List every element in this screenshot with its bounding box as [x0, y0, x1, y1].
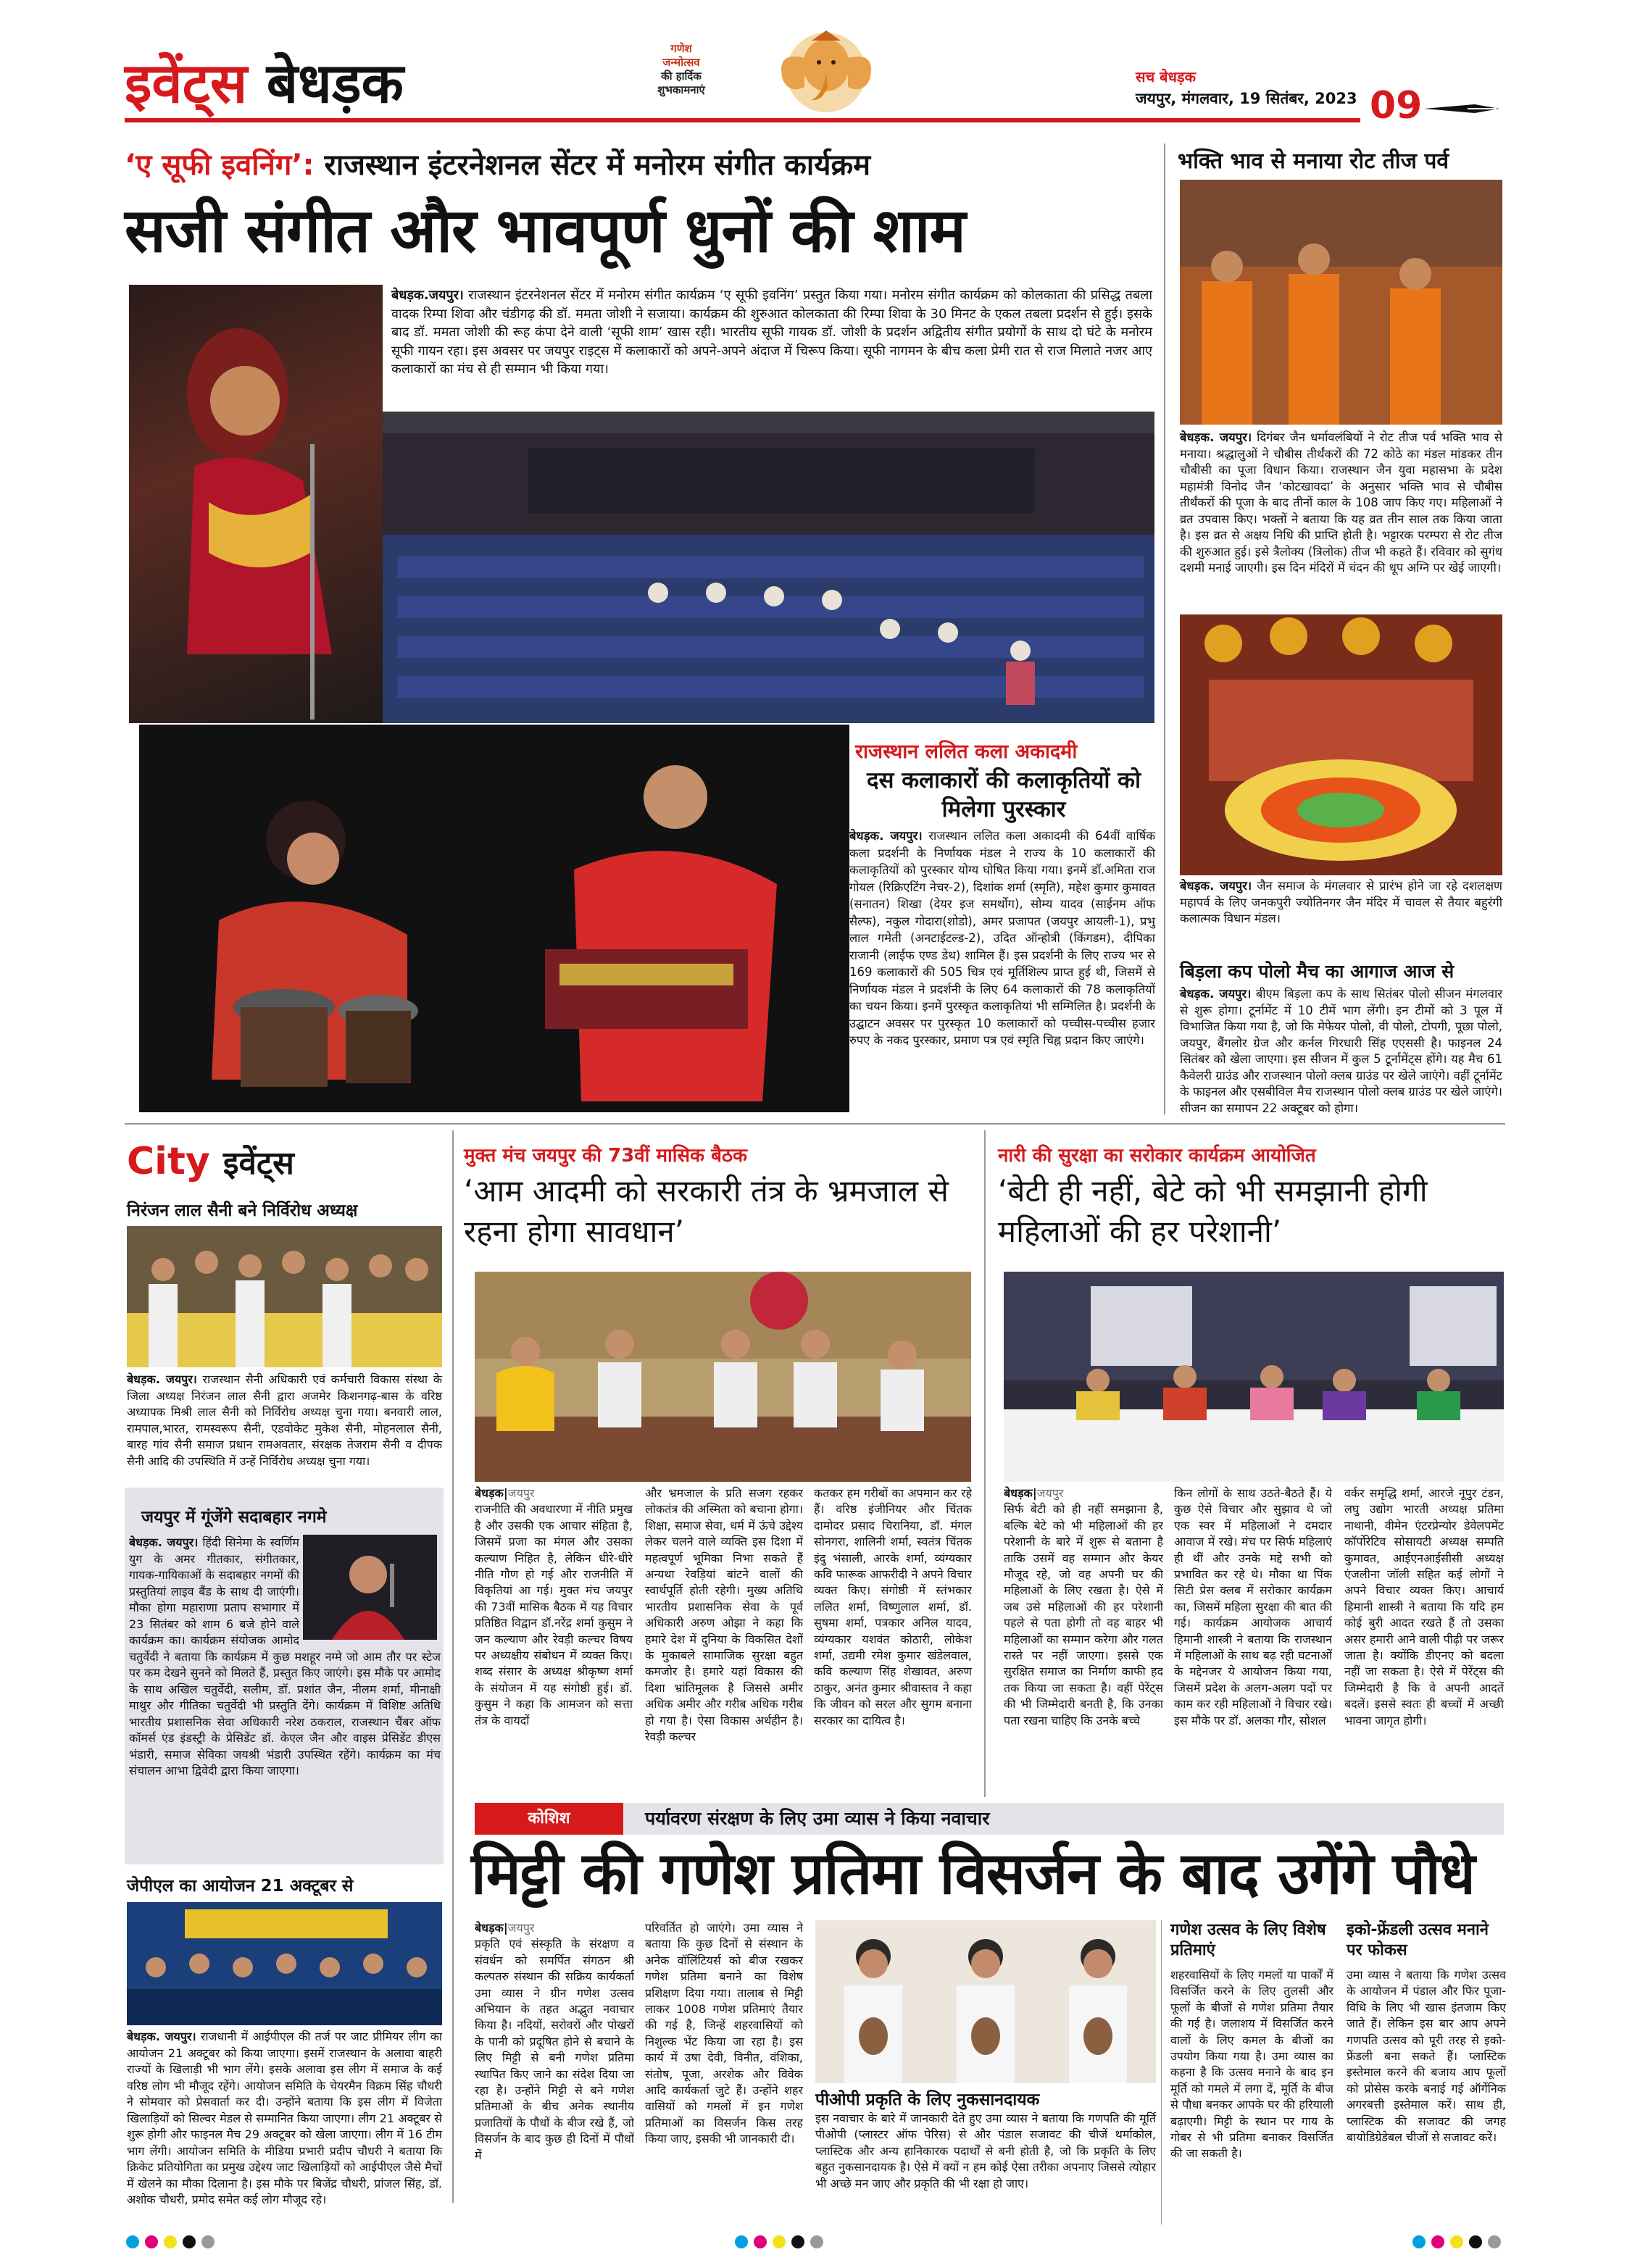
registration-dots-left — [123, 2235, 217, 2251]
koshish-tag: कोशिश — [475, 1803, 623, 1835]
dot-magenta — [1431, 2235, 1444, 2248]
teej-dateline: बेधड़क. जयपुर। — [1180, 430, 1252, 444]
masthead-rule — [125, 118, 1360, 122]
teej-photo — [1180, 180, 1502, 425]
koshish-col-1-text: प्रकृति एवं संस्कृति के संरक्षण व संवर्धन को समर्पित संगठन श्री कल्पतरु संस्थान की सक्रिय कार्यकर्ता उमा व्यास ने ग्रीन गणेश उत्सव अभियान के तहत अद्भुत नवाचार किया है। नदियों, सरोवरों और पोखरों के पानी को प्रदूषित होने से बचाने के लिए मिट्टी से बनी गणेश प्रतिमा स्थापित किए जाने का संदेश दिया जा रहा है। उन्होंने मिट्टी से बने गणेश प्रतिमाओं के बीच अनेक स्थानीय प्रजातियों के पौधों के बीज रखे हैं, जो विसर्जन के बाद कुछ ही दिनों में पौधों में — [475, 1937, 634, 2162]
mukt-col-1-text: राजनीति की अवधारणा में नीति प्रमुख है और उसकी एक आचार संहिता है, जिसमें प्रजा का मंगल और उसका कल्याण निहित है, लेकिन धीरे-धीरे नीति गौण हो गई और राजनीति में विकृतियां आ गई। मुक्त मंच जयपुर की 73वीं मासिक बैठक में यह विचार प्रतिष्ठित विद्वान डॉ.नरेंद्र शर्मा कुसुम ने जन कल्याण और रेवड़ी कल्चर विषय पर अध्यक्षीय संबोधन में व्यक्त किए। शब्द संसार के अध्यक्ष श्रीकृष्ण शर्मा के संयोजन में यह संगोष्ठी हुई। डॉ. कुसुम ने कहा कि आमजन को सत्ता तंत्र के वायदों — [475, 1502, 633, 1727]
saini-photo — [127, 1226, 442, 1367]
side1-body-text: शहरवासियों के लिए गमलों या पार्कों में विसर्जित करने के लिए तुलसी और फूलों के बीजों से गणेश प्रतिमा तैयार की गई है। जलाशय में विसर्जित करने वालों के लिए कमल के बीजों का उपयोग किया गया है। उमा व्यास का कहना है कि उत्सव मनाने के बाद इन मूर्ति को गमले में लगा दें, मूर्ति के बीज से पौधा बनकर आपके घर की हरियाली बढ़ाएगी। मिट्टी के स्थान पर गाय के गोबर से भी प्रतिमा बनाकर विसर्जित की जा सकती है। — [1170, 1968, 1333, 2161]
koshish-side-divider — [1161, 1920, 1162, 2225]
side1-headline: गणेश उत्सव के लिए विशेष प्रतिमाएं — [1170, 1921, 1326, 1959]
nari-col-2 — [1174, 1485, 1332, 1790]
dateline: जयपुर, मंगलवार, 19 सितंबर, 2023 — [1136, 90, 1357, 107]
jpl-photo — [127, 1902, 442, 2025]
lalit-kicker: राजस्थान ललित कला अकादमी — [855, 741, 1078, 763]
dot-yellow — [773, 2235, 786, 2248]
teej-body-text: दिगंबर जैन धर्मावलंबियों ने रोट तीज पर्व भक्ति भाव से मनाया। श्रद्धालुओं ने चौबीस तीर्थंकरों की 72 कोठे का मंडल मांडकर तीन चौबीसी का पूजा विधान किया। राजस्थान जैन युवा महासभा के प्रदेश महामंत्री विनोद जैन ‘कोटखावदा’ के अनुसार भक्ति भाव से चौबीस तीर्थंकरों की पूजा के बाद तीनों काल के 108 जाप किए गए। महिलाओं ने व्रत उपवास किए। भक्तों ने बताया कि यह व्रत तीन साल तक किया जाता है। इस व्रत से अक्षय निधि की प्राप्ति होती है। भट्टारक परम्परा से रोट तीज की शुरुआत हुई। इसे त्रैलोक्य (त्रिलोक) तीज भी कहते हैं। रविवार को सुगंध दशमी मनाई जाएगी। इस दिन मंदिरों में चंदन की धूप अग्नि पर खेई जाएगी। — [1180, 430, 1502, 575]
greeting-line-3: की हार्दिक — [661, 70, 702, 83]
nari-col-3 — [1344, 1485, 1504, 1790]
audience-photo — [383, 412, 1154, 723]
koshish-dateline-city: जयपुर — [507, 1921, 535, 1935]
dot-black — [183, 2235, 196, 2248]
section-title — [125, 51, 404, 116]
dot-black — [791, 2235, 804, 2248]
koshish-headline: मिट्टी की गणेश प्रतिमा विसर्जन के बाद उगेंगे पौधे — [471, 1840, 1475, 1907]
dot-black — [1469, 2235, 1482, 2248]
lead-body — [391, 286, 1152, 379]
mukt-col-2-text: और भ्रमजाल के प्रति सजग रहकर लोकतंत्र की अस्मिता को बचाना होगा। शिक्षा, समाज सेवा, धर्म में ऊंचे उद्देश्य लेकर चलने वाले व्यक्ति इस दिशा में महत्वपूर्ण भूमिका निभा सकते हैं अन्यथा रेवड़ियां बांटने वालों की स्वार्थपूर्ति होती रहेगी। मुख्य अतिथि भारतीय प्रशासनिक सेवा के पूर्व अधिकारी अरुण ओझा ने कहा कि हमारे देश में दुनिया के विकसित देशों के मुकाबले सामाजिक सुरक्षा बहुत कमजोर है। हमारे यहां विकास की दिशा भ्रांतिमूलक है जिससे अमीर अधिक अमीर और गरीब अधिक गरीब हो गया है। ऐसा विकास अर्थहीन है। रेवड़ी कल्चर — [645, 1486, 803, 1744]
lalit-dateline: बेधड़क. जयपुर। — [849, 829, 923, 843]
mukt-kicker: मुक्त मंच जयपुर की 73वीं मासिक बैठक — [464, 1145, 748, 1167]
vidhan-dateline: बेधड़क. जयपुर। — [1180, 879, 1252, 893]
dot-grey — [810, 2235, 823, 2248]
dot-cyan — [735, 2235, 748, 2248]
nari-col-3-text: वर्कर समृद्धि शर्मा, आरजे नूपुर टंडन, लघु उद्योग भारती अध्यक्ष प्रतिमा नाथानी, वीमेन एंटरप्रेन्योर डेवेलपमेंट कॉर्पोरेटिव सोसायटी अध्यक्ष सम्पति कुमावत, आईएनआईसीसी अध्यक्ष एंजलीना जॉली सहित कई लोगों ने अपने विचार व्यक्त किए। आचार्य हिमानी शास्त्री ने बताया कि यदि हम कोई बुरी आदत रखते हैं तो उसका असर हमारी आने वाली पीढ़ी पर जरूर जाता है। क्योंकि डीएनए को बदला नहीं जा सकता है। ऐसे में पेरेंट्स की जिम्मेदारी है कि वे अपनी आदतें बदलें। इससे स्वतः ही बच्चों में अच्छी भावना जागृत होगी। — [1344, 1486, 1504, 1727]
polo-body — [1180, 986, 1502, 1117]
polo-headline: बिड़ला कप पोलो मैच का आगाज आज से — [1180, 961, 1455, 982]
greeting-line-4: शुभकामनाएं — [657, 83, 705, 96]
mid-page-rule — [125, 1123, 1505, 1125]
nari-dateline-city: जयपुर — [1036, 1486, 1064, 1500]
greeting-block — [638, 42, 725, 97]
koshish-col-2 — [645, 1920, 803, 2225]
polo-body-text: बीएम बिड़ला कप के साथ सितंबर पोलो सीजन मंगलवार से शुरू होगा। टूर्नामेंट में 10 टीमें भाग लेंगी। इन टीमों को 3 पूल में विभाजित किया गया है, जो कि मेफेयर पोलो, वी पोलो, टोपगी, पूछा पोलो, जयपुर, बैंगलोर ग्रेज और कर्नल गिरधारी सिंह एएससी है। फाइनल 24 सितंबर को खेला जाएगा। इस सीजन में कुल 5 टूर्नामेंट्स होंगे। यह मैच 61 कैवेलरी ग्राउंड और राजस्थान पोलो क्लब ग्राउंड पर खेले जाएंगे। वहीं टूर्नामेंट के फाइनल और एसबीविल मैच राजस्थान पोलो क्लब ग्राउंड पर खेले जाएंगे। सीजन का समापन 22 अक्टूबर को होगा। — [1180, 987, 1502, 1115]
registration-dots-center — [732, 2235, 826, 2251]
nari-photo — [1004, 1272, 1504, 1482]
dot-cyan — [126, 2235, 139, 2248]
mukt-col-2 — [645, 1485, 803, 1790]
nagme-body-text: हिंदी सिनेमा के स्वर्णिम युग के अमर गीतकार, संगीतकार, गायक-गायिकाओं के सदाबहार नगमों की प्रस्तुतियां लाइव बैंड के साथ दी जाएंगी। मौका होगा महाराणा प्रताप सभागार में 23 सितंबर को शाम 6 बजे होने वाले कार्यक्रम का। कार्यक्रम संयोजक आमोद चतुर्वेदी ने बताया कि कार्यक्रम में कुछ मशहूर नग्मे जो आम तौर पर स्टेज पर कम देखने सुनने को मिलते हैं, प्रस्तुत किए जाएंगे। इस मौके पर आमोद के साथ अखिल चतुर्वेदी, सलीम, डॉ. प्रशांत जैन, नीलम शर्मा, मीनाक्षी माथुर और गीतिका चतुर्वेदी भी प्रस्तुति देंगे। कार्यक्रम में विशिष्ट अतिथि भारतीय प्रशासनिक सेवा अधिकारी नरेश ठकराल, राजस्थान चैंबर ऑफ कॉमर्स एंड इंडस्ट्री के प्रेसिडेंट डॉ. केएल जैन और वाइस प्रेसिडेंट डीएस भंडारी, समाज सेविका जयश्री भंडारी उपस्थित रहेंगे। कार्यक्रम का मंच संचालन आभा द्विवेदी द्वारा किया जाएगा। — [129, 1535, 441, 1777]
lead-kicker-red: ‘ए सूफी इवनिंग’: — [125, 149, 315, 182]
lead-headline: सजी संगीत और भावपूर्ण धुनों की शाम — [125, 195, 965, 266]
koshish-dateline: बेधड़क| — [475, 1921, 508, 1935]
koshish-col-1 — [475, 1920, 634, 2225]
nagme-body — [129, 1535, 441, 1861]
vidhan-caption — [1180, 878, 1502, 927]
mukt-nari-divider — [984, 1130, 986, 1797]
jpl-body-text: राजधानी में आईपीएल की तर्ज पर जाट प्रीमियर लीग का आयोजन 21 अक्टूबर को किया जाएगा। इसमें राजस्थान के अलावा बाहरी राज्यों के खिलाड़ी भी भाग लेंगे। इसके अलावा इस लीग में समाज के कई वरिष्ठ लोग भी मौजूद रहेंगे। आयोजन समिति के चेयरमैन विक्रम सिंह चौधरी ने सोमवार को प्रेसवार्ता कर दी। उन्होंने बताया कि इस लीग में विजेता खिलाड़ियों को सिल्वर मेडल से सम्मानित किया जाएगा। लीग 21 अक्टूबर से शुरू होगी और फाइनल मैच 29 अक्टूबर को खेला जाएगा। लीग में 16 टीम भाग लेंगी। आयोजन समिति के मीडिया प्रभारी प्रदीप चौधरी ने बताया कि क्रिकेट प्रतियोगिता का प्रमुख उद्देश्य जाट खिलाड़ियों को आईपीएल जैसे मैचों में खेलने का मौका दिलाना है। इस मौके पर बिजेंद्र चौधरी, प्रांजल सिंह, डॉ. अशोक चौधरी, प्रमोद समेत कई लोग मौजूद रहे। — [127, 2030, 443, 2206]
jpl-body — [127, 2029, 442, 2209]
jpl-dateline: बेधड़क. जयपुर। — [127, 2030, 196, 2043]
dot-grey — [201, 2235, 215, 2248]
page-number: 09 — [1370, 84, 1423, 128]
lead-body-text: राजस्थान इंटरनेशनल सेंटर में मनोरम संगीत कार्यक्रम ‘ए सूफी इवनिंग’ प्रस्तुत किया गया। मनोरम संगीत कार्यक्रम को कोलकाता की प्रसिद्ध तबला वादक रिम्पा शिवा और चंडीगढ़ की डॉ. ममता जोशी ने सजाया। कार्यक्रम की शुरुआत कोलकाता की रिम्पा शिवा के 30 मिनट के एकल तबला प्रदर्शन से हुई। इसके बाद डॉ. ममता जोशी की रूह कंपा देने वाली ‘सूफी शाम’ खास रही। भारतीय सूफी गायक डॉ. जोशी के प्रदर्शन अद्वितीय संगीत प्रयोगों के साथ दो घंटे के मनोरम सूफी गायन रहा। इस अवसर पर जयपुर राइट्स में कलाकारों को अपने-अपने अंदाज में चिरूप किया। सूफी नागमन के बीच कला प्रेमी रात से राज मिलाते नजर आए कलाकारों का मंच से ही सम्मान भी किया गया। — [391, 288, 1152, 377]
lalit-headline: दस कलाकारों की कलाकृतियों को मिलेगा पुरस्कार — [866, 767, 1141, 822]
nari-col-1-text: सिर्फ बेटी को ही नहीं समझाना है, बल्कि बेटे को भी महिलाओं की हर परेशानी के बारे में शुरू से बताना है ताकि उसमें वह सम्मान और केयर मौजूद रहे, जो वह अपनी घर की महिलाओं के लिए रखता है। ऐसे में जब उसे महिलाओं की हर परेशानी पहले से पता होगी तो वह बाहर भी महिलाओं का सम्मान करेगा और गलत रास्ते पर नहीं जाएगा। इससे एक सुरक्षित समाज का निर्माण काफी हद तक किया जा सकता है। वहीं पेरेंट्स की भी जिम्मेदारी बनती है, कि उनका पता रखना चाहिए कि उनके बच्चे — [1004, 1502, 1163, 1727]
saini-headline: निरंजन लाल सैनी बने निर्विरोध अध्यक्ष — [127, 1201, 358, 1220]
dot-magenta — [145, 2235, 158, 2248]
koshish-strap: पर्यावरण संरक्षण के लिए उमा व्यास ने किया नवाचार — [623, 1803, 1504, 1835]
koshish-col-2-text: परिवर्तित हो जाएंगे। उमा व्यास ने बताया कि कुछ दिनों से संस्थान के अनेक वॉलिंटियर्स को बीज रखकर गणेश प्रतिमा बनाने का विशेष प्रशिक्षण दिया गया। तालाब से मिट्टी लाकर 1008 गणेश प्रतिमाएं तैयार की गई है, जिन्हें शहरवासियों को निशुल्क भेंट किया जा रहा है। इस कार्य में उषा देवी, विनीत, वंशिका, संतोष, पूजा, अरशेक और विवेक आदि कार्यकर्ता जुटे हैं। उन्होंने शहर वासियों को गमलों में इन गणेश प्रतिमाओं का विसर्जन किस तरह किया जाए, इसकी भी जानकारी दी। — [645, 1921, 803, 2146]
mukt-col-3 — [814, 1485, 972, 1790]
dot-yellow — [1450, 2235, 1463, 2248]
mukt-dateline-city: जयपुर — [507, 1486, 535, 1500]
lead-kicker-rest: राजस्थान इंटरनेशनल सेंटर में मनोरम संगीत कार्यक्रम — [324, 149, 871, 182]
mukt-col-3-text: कतकर हम गरीबों का अपमान कर रहे हैं। वरिष्ठ इंजीनियर और चिंतक दामोदर प्रसाद चिरानिया, डॉ. मंगल सोनगरा, शालिनी शर्मा, स्वतंत्र चिंतक इंदु भंसाली, आरके शर्मा, व्यंग्यकार कवि फारूक आफरीदी ने अपने विचार व्यक्त किए। संगोष्ठी में स्तंभकार ललित शर्मा, विष्णुलाल शर्मा, डॉ. सुषमा शर्मा, पत्रकार अनिल यादव, व्यंग्यकार यशवंत कोठारी, लोकेश शर्मा, उद्यमी रमेश कुमार खंडेलवाल, कवि कल्याण सिंह शेखावत, अरुण ठाकुर, अनंत कुमार श्रीवास्तव ने कहा कि जीवन को सरल और सुगम बनाना सरकार का दायित्व है। — [814, 1486, 972, 1727]
nari-dateline: बेधड़क| — [1004, 1486, 1037, 1500]
saini-body — [127, 1372, 442, 1469]
vidhan-caption-text: जैन समाज के मंगलवार से प्रारंभ होने जा रहे दशलक्षण महापर्व के लिए जनकपुरी ज्योतिनगर जैन मंदिर में चावल से तैयार बहुरंगी कलात्मक विधान मंडल। — [1180, 879, 1502, 925]
singer-photo — [129, 285, 383, 723]
nagme-dateline-inline: बेधड़क. जयपुर। — [129, 1535, 199, 1549]
lalit-body — [849, 827, 1155, 1049]
left-col-divider — [452, 1130, 454, 2203]
ganesh-illustration — [732, 29, 920, 112]
nari-headline: ‘बेटी ही नहीं, बेटे को भी समझानी होगी महिलाओं की हर परेशानी’ — [998, 1173, 1428, 1249]
teej-body — [1180, 430, 1502, 577]
side2-body-text: उमा व्यास ने बताया कि गणेश उत्सव के आयोजन में पंडाल और फिर पूजा-विधि के लिए भी खास इंतजाम किए जाते हैं। लेकिन इस बार आप अपने गणपति उत्सव को पूरी तरह से इको-फ्रेंडली बना सकते हैं। प्लास्टिक इस्तेमाल करने की बजाय आप फूलों को प्रोसेस करके बनाई गई ऑर्गेनिक अगरबत्ती इस्तेमाल करें। साथ ही, प्लास्टिक की सजावट की जगह बायोडिग्रेडेबल चीजों से सजावट करें। — [1347, 1968, 1506, 2145]
nagme-float-spacer — [299, 1535, 441, 1643]
dot-grey — [1488, 2235, 1501, 2248]
lalit-body-text: राजस्थान ललित कला अकादमी की 64वीं वार्षिक कला प्रदर्शनी के निर्णायक मंडल ने राज्य के 10 कलाकारों की कलाकृतियों को पुरस्कार योग्य घोषित किया गया। इनमें डॉ.अमिता राज गोयल (रिक्रिएटिंग नेचर-2), दिशांक शर्मा (स्मृति), महेश कुमार कुमावत (सनातन) शिखा (देयर इज समर्थोग), सोम्य यादव (साईनम ऑफ सैल्फ), नकुल गोदारा(शोडो), अमर प्रजापत (जयपुर आयली-1), प्रभु लाल गमेती (अनटाईटल्ड-2), उदित ऑन्होत्री (किंगडम), दीपिका राजानी (लाईफ एण्ड डेथ) शामिल हैं। इस प्रदर्शनी के लिए राज्य भर से 169 कलाकारों की 505 चित्र एवं मूर्तिशिल्प प्राप्त हुई थी, जिसमें से निर्णायक मंडल ने प्रदर्शनी के लिए 64 कलाकारों की 78 कलाकृतियों का चयन किया। इनमें पुरस्कृत कलाकृतियां भी सम्मिलित है। प्रदर्शनी के उद्घाटन अवसर पर पुरस्कृत 10 कलाकारों को पच्चीस-पच्चीस हजार रुपए के नकद पुरस्कार, प्रमाण पत्र एवं स्मृति चिह्न प्रदान किए जाएंगे। — [849, 829, 1155, 1047]
dot-cyan — [1412, 2235, 1426, 2248]
mukt-col-1 — [475, 1485, 633, 1790]
pop-caption-head: पीओपी प्रकृति के लिए नुकसानदायक — [815, 2090, 1040, 2109]
koshish-photo — [815, 1920, 1156, 2083]
section-title-red: इवेंट्स — [125, 51, 248, 115]
city-brand-red: City — [127, 1140, 210, 1183]
nari-col-1 — [1004, 1485, 1163, 1790]
vidhan-photo — [1180, 614, 1502, 875]
nari-col-2-text: किन लोगों के साथ उठते-बैठते हैं। ये कुछ ऐसे विचार और सुझाव थे जो एक स्वर में महिलाओं ने दमदार आवाज में रखे। मंच पर सिर्फ महिलाएं ही थीं और उनके मद्दे सभी को प्रभावित कर रहे थे। मौका था पिंक सिटी प्रेस क्लब में सरोकार कार्यक्रम का, जिसमें महिला सुरक्षा की बात की गई। कार्यक्रम आयोजक आचार्य हिमानी शास्त्री ने बताया कि राजस्थान में महिलाओं के साथ बढ़ रही घटनाओं के मद्देनजर ये आयोजन किया गया, जिसमें प्रदेश के अलग-अलग पदों पर काम कर रही महिलाओं ने विचार रखे। इस मौके पर डॉ. अलका गौर, सोशल — [1174, 1486, 1332, 1727]
masthead — [0, 0, 1627, 145]
brand-small: सच बेधड़क — [1136, 68, 1196, 86]
dot-magenta — [754, 2235, 767, 2248]
lead-dateline: बेधड़क.जयपुर। — [391, 288, 464, 303]
section-title-black: बेधड़क — [266, 51, 404, 115]
mukt-photo — [475, 1272, 971, 1482]
side2-body — [1347, 1967, 1506, 2221]
greeting-line-2: जन्मोत्सव — [662, 56, 700, 69]
dot-yellow — [164, 2235, 177, 2248]
city-brand — [127, 1139, 294, 1186]
jpl-headline: जेपीएल का आयोजन 21 अक्टूबर से — [127, 1877, 354, 1896]
pen-nib-icon — [1424, 101, 1504, 116]
polo-dateline: बेधड़क. जयपुर। — [1180, 987, 1252, 1001]
saini-body-text: राजस्थान सैनी अधिकारी एवं कर्मचारी विकास संस्था के जिला अध्यक्ष निरंजन लाल सैनी द्वारा अजमेर किशनगढ़-बास के वरिष्ठ अध्यापक मिश्री लाल सैनी को निर्विरोध अध्यक्ष चुना गया। बनवारी लाल, रामपाल,भारत, रामस्वरूप सैनी, एडवोकेट मुकेश सैनी, मोहनलाल सैनी, बारह गांव सैनी समाज प्रधान रामअवतार, संरक्षक तेजराम सैनी व दीपक सैनी आदि की उपस्थिति में उन्हें निर्विरोध अध्यक्ष चुना गया। — [127, 1372, 442, 1468]
registration-dots-right — [1410, 2235, 1504, 2251]
teej-headline: भक्ति भाव से मनाया रोट तीज पर्व — [1178, 149, 1449, 174]
side1-body — [1170, 1967, 1333, 2221]
tabla-photo — [139, 725, 849, 1112]
nagme-headline: जयपुर में गूंजेंगे सदाबहार नगमे — [141, 1508, 327, 1527]
pop-caption: इस नवाचार के बारे में जानकारी देते हुए उमा व्यास ने बताया कि गणपति की मूर्ति पीओपी (प्लास्टर ऑफ पेरिस) से और पंडाल सजावट की चीजें थर्माकोल, प्लास्टिक और अन्य हानिकारक पदार्थों से बनी होती है, जो कि प्रकृति के लिए बहुत नुकसानदायक है। ऐसे में क्यों न हम कोई ऐसा तरीका अपनाए जिससे त्योहार भी अच्छे मन जाए और प्रकृति की भी रक्षा हो जाए। — [815, 2111, 1156, 2190]
nari-kicker: नारी की सुरक्षा का सरोकार कार्यक्रम आयोजित — [998, 1145, 1316, 1167]
mukt-headline: ‘आम आदमी को सरकारी तंत्र के भ्रमजाल से रहना होगा सावधान’ — [464, 1173, 949, 1249]
mukt-dateline: बेधड़क| — [475, 1486, 508, 1500]
greeting-line-1: गणेश — [670, 42, 692, 55]
saini-dateline: बेधड़क. जयपुर। — [127, 1372, 197, 1386]
city-brand-black: इवेंट्स — [222, 1145, 294, 1182]
side2-headline: इको-फ्रेंडली उत्सव मनाने पर फोकस — [1347, 1921, 1489, 1959]
lead-right-divider — [1164, 143, 1165, 1114]
lead-kicker — [125, 143, 1154, 183]
